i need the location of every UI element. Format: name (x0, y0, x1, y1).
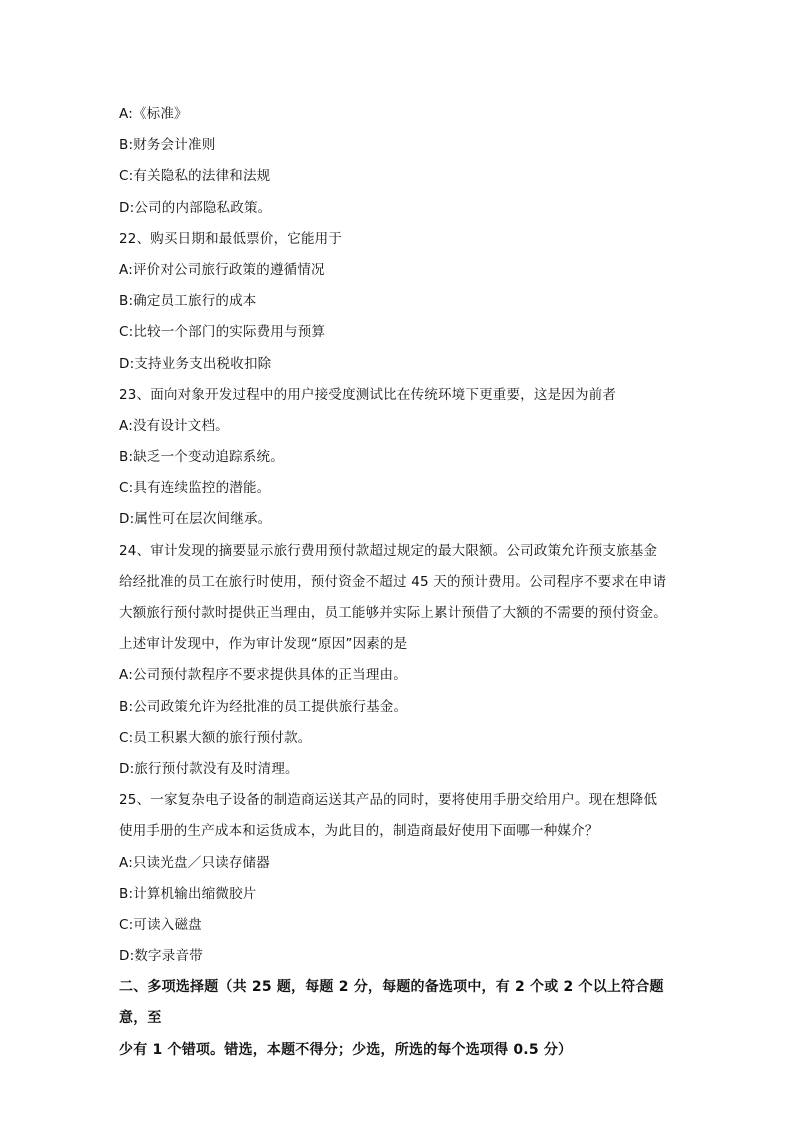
option-c-q22: C:比较一个部门的实际费用与预算 (119, 324, 326, 341)
option-d-q23: D:属性可在层次间继承。 (119, 511, 272, 528)
option-d-q24: D:旅行预付款没有及时清理。 (119, 760, 299, 777)
option-d-q25: D:数字录音带 (119, 948, 203, 965)
question-22: 22、购买日期和最低票价，它能用于 (119, 230, 343, 247)
option-a-q23: A:没有设计文档。 (119, 417, 229, 434)
option-b-q22: B:确定员工旅行的成本 (119, 293, 257, 310)
option-b-q23: B:缺乏一个变动追踪系统。 (119, 449, 284, 466)
option-a-q24: A:公司预付款程序不要求提供具体的正当理由。 (119, 667, 407, 684)
question-25-line-2: 使用手册的生产成本和运货成本，为此目的，制造商最好使用下面哪一种媒介？ (119, 823, 599, 840)
option-a-q21: A:《标准》 (119, 106, 188, 122)
question-25-line-1: 25、一家复杂电子设备的制造商运送其产品的同时，要将使用手册交给用户。现在想降低 (119, 792, 658, 809)
question-23: 23、面向对象开发过程中的用户接受度测试比在传统环境下更重要，这是因为前者 (119, 386, 617, 403)
section-title-line-2: 少有 1 个错项。错选，本题不得分；少选，所选的每个选项得 0.5 分） (119, 1041, 573, 1058)
option-a-q22: A:评价对公司旅行政策的遵循情况 (119, 261, 325, 278)
question-24-line-2: 给经批准的员工在旅行时使用，预付资金不超过 45 天的预计费用。公司程序不要求在申请 (119, 573, 667, 590)
question-24-line-3: 大额旅行预付款时提供正当理由，员工能够并实际上累计预借了大额的不需要的预付资金。 (119, 605, 667, 621)
option-b-q24: B:公司政策允许为经批准的员工提供旅行基金。 (119, 698, 408, 715)
option-b-q21: B:财务会计准则 (119, 137, 216, 154)
option-c-q21: C:有关隐私的法律和法规 (119, 168, 271, 185)
option-c-q25: C:可读入磁盘 (119, 916, 202, 933)
question-24-line-4: 上述审计发现中，作为审计发现“原因”因素的是 (119, 636, 408, 653)
option-c-q23: C:具有连续监控的潜能。 (119, 480, 271, 497)
section-title-line-1: 二、多项选择题（共 25 题，每题 2 分，每题的备选项中，有 2 个或 2 个以上符合题意，至 (119, 979, 664, 1027)
option-d-q22: D:支持业务支出税收扣除 (119, 355, 272, 372)
option-b-q25: B:计算机输出缩微胶片 (119, 885, 257, 902)
option-c-q24: C:员工积累大额的旅行预付款。 (119, 729, 312, 746)
question-24-line-1: 24、审计发现的摘要显示旅行费用预付款超过规定的最大限额。公司政策允许预支旅基金 (119, 542, 658, 559)
document-body (119, 99, 679, 1066)
option-d-q21: D:公司的内部隐私政策。 (119, 199, 272, 216)
option-a-q25: A:只读光盘／只读存储器 (119, 854, 270, 871)
